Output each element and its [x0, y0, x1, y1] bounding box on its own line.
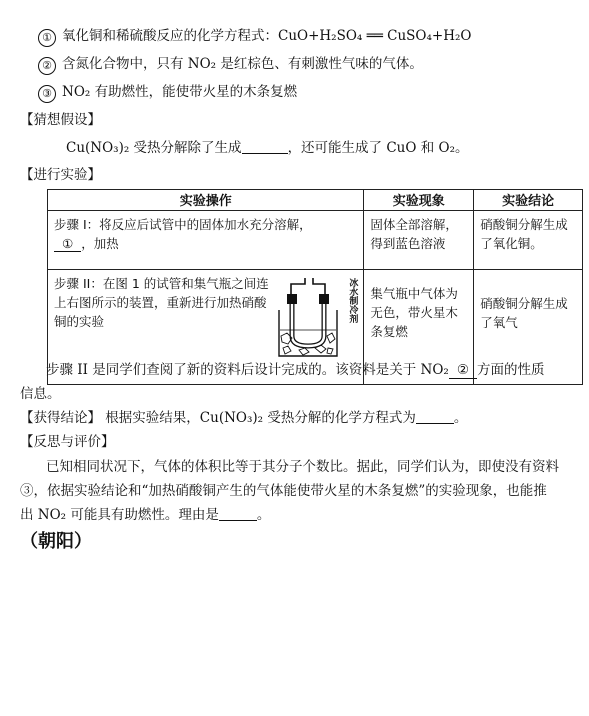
conclusion-blank[interactable] [416, 409, 454, 424]
figure-note: 冰水制冷剂 [347, 278, 358, 323]
conclusion-text-before: 根据实验结果，Cu(NO₃)₂ 受热分解的化学方程式为 [105, 410, 416, 426]
item-number: ③ [38, 85, 56, 103]
header-operation: 实验操作 [48, 190, 364, 211]
conclusion-text-after: 。 [453, 410, 468, 426]
step1-conclusion: 硝酸铜分解生成了氧化铜。 [474, 211, 583, 270]
reflection-line-2: ③，依据实验结论和“加热硝酸铜产生的气体能使带火星的木条复燃”的实验现象，也能推 [20, 483, 547, 499]
hypothesis-text-after: ，还可能生成了 CuO 和 O₂。 [287, 140, 469, 156]
note-text-after: 方面的性质 [476, 362, 545, 378]
table-row [48, 211, 583, 270]
hypothesis-heading: 【猜想假设】 [20, 112, 101, 128]
item-text: 含氮化合物中，只有 NO₂ 是红棕色、有刺激性气味的气体。 [62, 56, 423, 72]
apparatus-figure [275, 274, 357, 360]
hypothesis-blank[interactable] [242, 139, 288, 154]
item-number: ① [38, 29, 56, 47]
reflection-blank[interactable] [219, 506, 257, 521]
step2-phenomenon: 集气瓶中气体为无色，带火星木条复燃 [364, 270, 474, 385]
step2-conclusion: 硝酸铜分解生成了氧气 [474, 270, 583, 385]
conclusion-line [20, 409, 467, 427]
reflection-text-after: 。 [256, 507, 271, 523]
experiment-heading: 【进行实验】 [20, 167, 101, 183]
step1-phenomenon: 固体全部溶解，得到蓝色溶液 [364, 211, 474, 270]
note-line-1 [46, 361, 544, 379]
item-text: NO₂ 有助燃性，能使带火星的木条复燃 [62, 84, 298, 100]
header-phenomenon: 实验现象 [364, 190, 474, 211]
header-conclusion: 实验结论 [474, 190, 583, 211]
experiment-table [47, 189, 583, 385]
step1-op-line2: ，加热 [81, 236, 119, 251]
info-item-2 [38, 55, 423, 75]
step1-operation [48, 211, 364, 270]
reflection-heading: 【反思与评价】 [20, 434, 115, 450]
region-label: （朝阳） [20, 531, 92, 552]
step1-blank[interactable]: ① [54, 236, 81, 252]
info-item-1 [38, 27, 471, 47]
step1-op-line1: 步骤 I：将反应后试管中的固体加水充分溶解， [54, 217, 312, 232]
note-line-2: 信息。 [20, 386, 61, 402]
note-blank[interactable]: ② [449, 363, 477, 379]
hypothesis-text-before: Cu(NO₃)₂ 受热分解除了生成 [66, 140, 242, 156]
item-number: ② [38, 57, 56, 75]
apparatus-drawing [275, 274, 345, 360]
hypothesis-text [66, 139, 469, 157]
info-item-3 [38, 83, 297, 103]
reflection-line-3 [20, 506, 270, 524]
item-text: 氧化铜和稀硫酸反应的化学方程式：CuO+H₂SO₄ ══ CuSO₄+H₂O [62, 28, 472, 44]
reflection-line-1: 已知相同状况下，气体的体积比等于其分子个数比。据此，同学们认为，即使没有资料 [46, 459, 559, 475]
reflection-text-before: 出 NO₂ 可能具有助燃性。理由是 [20, 507, 219, 523]
note-text-before: 步骤 II 是同学们查阅了新的资料后设计完成的。该资料是关于 NO₂ [46, 362, 449, 378]
table-header-row [48, 190, 583, 211]
conclusion-heading: 【获得结论】 [20, 410, 101, 426]
step2-op: 步骤 II：在图 1 的试管和集气瓶之间连上右图所示的装置，重新进行加热硝酸铜的实验 [54, 276, 269, 329]
